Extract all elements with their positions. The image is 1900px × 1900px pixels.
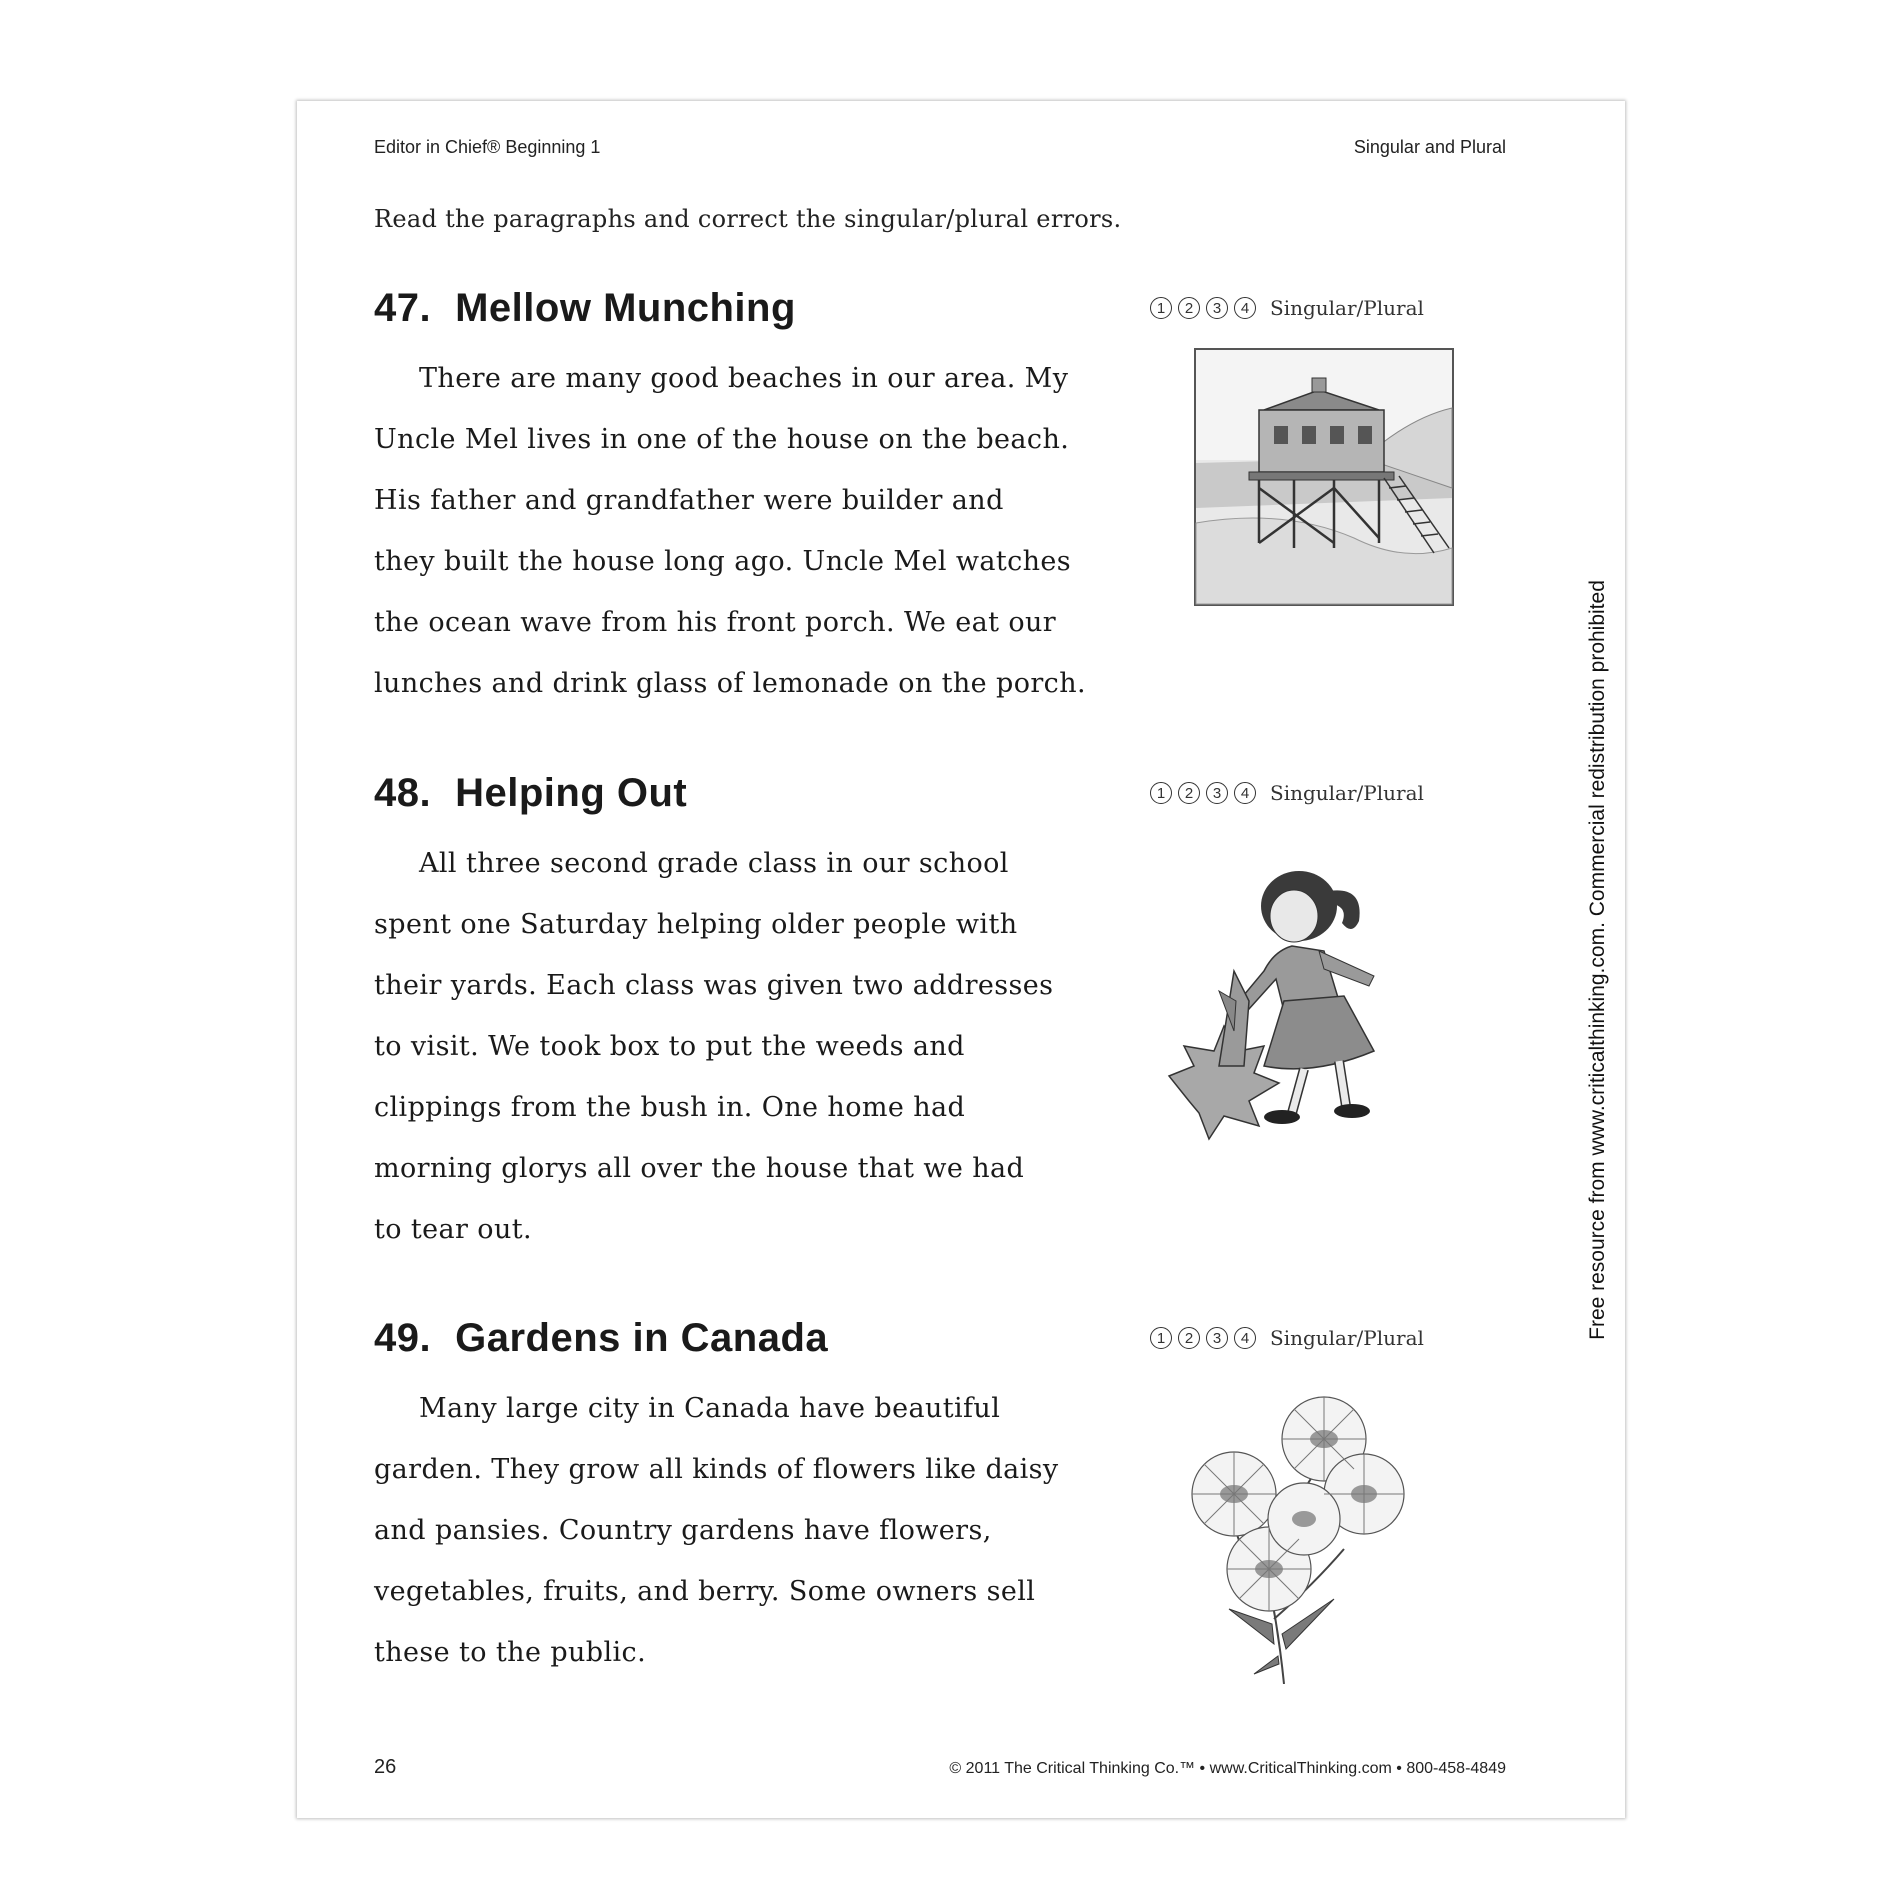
paragraph-line: garden. They grow all kinds of flowers like daisy [374,1454,1059,1485]
paragraph-line: lunches and drink glass of lemonade on the porch. [374,668,1086,699]
exercise-number: 49. [374,1316,432,1360]
rating-circle-1: 1 [1150,782,1172,804]
page-number: 26 [374,1756,397,1778]
paragraph-line: these to the public. [374,1637,647,1668]
beach-house-illustration [1194,348,1454,606]
paragraph-line: to tear out. [374,1214,532,1245]
exercise-title [374,771,687,816]
difficulty-rating [1150,781,1424,805]
paragraph-line: to visit. We took box to put the weeds and [374,1031,965,1062]
rating-circle-3: 3 [1206,297,1228,319]
paragraph-line: the ocean wave from his front porch. We eat our [374,607,1057,638]
difficulty-rating [1150,296,1424,320]
worksheet-page [297,101,1625,1818]
rating-circle-3: 3 [1206,1327,1228,1349]
exercise-title-text: Mellow Munching [455,286,796,330]
exercise-title-text: Helping Out [455,771,688,815]
exercise-paragraph [374,1378,1134,1683]
paragraph-line: and pansies. Country gardens have flowers, [374,1515,992,1546]
instructions: Read the paragraphs and correct the singular/plural errors. [374,205,1122,233]
paragraph-line: they built the house long ago. Uncle Mel watches [374,546,1072,577]
paragraph-line: Uncle Mel lives in one of the house on the beach. [374,424,1070,455]
exercise-number: 48. [374,771,432,815]
exercise-title [374,1316,828,1361]
copyright-footer: © 2011 The Critical Thinking Co.™ • www.CriticalThinking.com • 800-458-4849 [949,1760,1506,1777]
rating-label: Singular/Plural [1270,781,1424,805]
rating-label: Singular/Plural [1270,296,1424,320]
rating-circle-4: 4 [1234,297,1256,319]
rating-label: Singular/Plural [1270,1326,1424,1350]
header-book-title: Editor in Chief® Beginning 1 [374,137,601,157]
rating-circle-3: 3 [1206,782,1228,804]
paragraph-line: There are many good beaches in our area. My [419,363,1069,394]
paragraph-line: vegetables, fruits, and berry. Some owners sell [374,1576,1036,1607]
exercise-title [374,286,796,331]
rating-circle-1: 1 [1150,297,1172,319]
paragraph-line: All three second grade class in our school [419,848,1009,879]
paragraph-line: clippings from the bush in. One home had [374,1092,966,1123]
difficulty-rating [1150,1326,1424,1350]
paragraph-line: their yards. Each class was given two addresses [374,970,1054,1001]
paragraph-line: Many large city in Canada have beautiful [419,1393,1001,1424]
rating-circle-4: 4 [1234,782,1256,804]
exercise-number: 47. [374,286,432,330]
exercise-paragraph [374,833,1134,1260]
paragraph-line: His father and grandfather were builder and [374,485,1004,516]
rating-circle-1: 1 [1150,1327,1172,1349]
header-topic: Singular and Plural [1353,137,1506,157]
exercise-paragraph [374,348,1134,714]
rating-circle-4: 4 [1234,1327,1256,1349]
rating-circle-2: 2 [1178,297,1200,319]
rating-circle-2: 2 [1178,782,1200,804]
girl-gardening-illustration [1164,851,1464,1141]
paragraph-line: spent one Saturday helping older people with [374,909,1018,940]
side-copyright-note [1578,530,1618,1390]
side-note-text: Free resource from www.criticalthinking.com. Commercial redistribution prohibited [1586,580,1609,1340]
daisy-flowers-illustration [1174,1384,1444,1684]
exercise-title-text: Gardens in Canada [455,1316,829,1360]
rating-circle-2: 2 [1178,1327,1200,1349]
paragraph-line: morning glorys all over the house that we had [374,1153,1025,1184]
